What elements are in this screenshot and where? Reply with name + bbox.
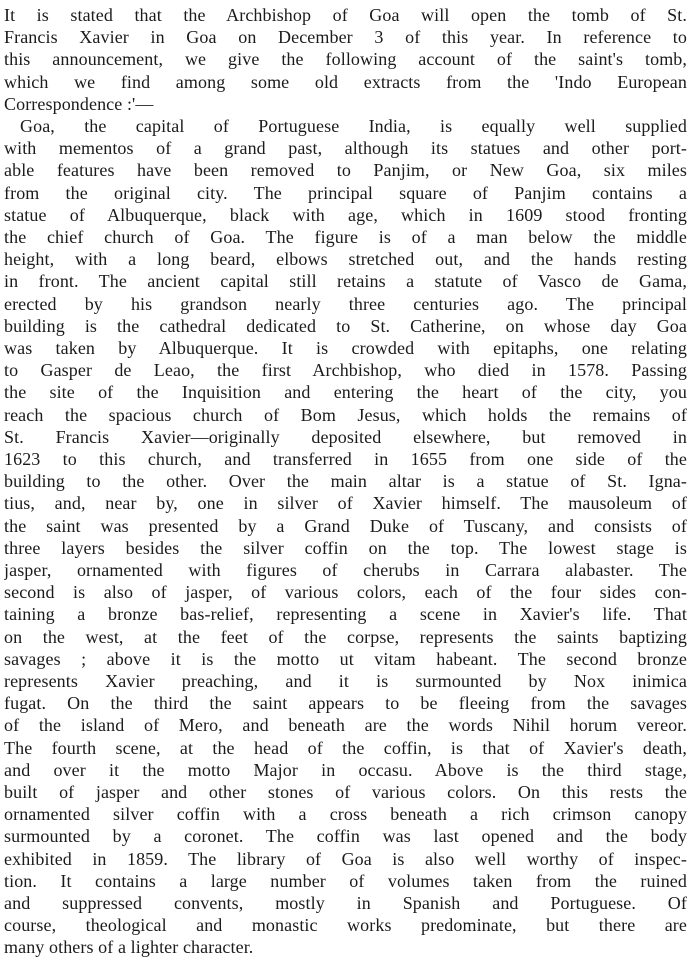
article-line: savages ; above it is the motto ut vitam habeant. The second bronze <box>4 648 687 669</box>
article-line: which we find among some old extracts from the 'Indo European <box>4 71 687 92</box>
article-line: and over it the motto Major in occasu. Above is the third stage, <box>4 759 687 780</box>
article-line: Correspondence :'— <box>4 93 154 114</box>
article-line: exhibited in 1859. The library of Goa is also well worthy of inspec- <box>4 848 687 869</box>
article-line: to Gasper de Leao, the first Archbishop, who died in 1578. Passing <box>4 360 687 381</box>
article-line: this announcement, we give the following account of the saint's tomb, <box>4 49 687 70</box>
article-line: Francis Xavier in Goa on December 3 of this year. In reference to <box>4 27 687 48</box>
article-line: erected by his grandson nearly three centuries ago. The principal <box>4 293 687 314</box>
article-line: tius, and, near by, one in silver of Xavier himself. The mausoleum of <box>4 493 687 514</box>
article-first-line: It is stated that the Archbishop of Goa will open the tomb of St. <box>4 5 687 25</box>
article-line: surmounted by a coronet. The coffin was last opened and the body <box>4 826 687 847</box>
article-line: 1623 to this church, and transferred in 1655 from one side of the <box>4 449 687 469</box>
article-line: was taken by Albuquerque. It is crowded with epitaphs, one relating <box>4 338 687 358</box>
article-line: of the island of Mero, and beneath are the words Nihil horum vereor. <box>4 715 687 736</box>
article-line: and suppressed convents, mostly in Spanish and Portuguese. Of <box>4 893 687 913</box>
article-line: course, theological and monastic works predominate, but there are <box>4 915 687 936</box>
article-line: the site of the Inquisition and entering the heart of the city, you <box>4 382 687 403</box>
article-line: from the original city. The principal square of Panjim contains a <box>4 182 687 203</box>
article-line: able features have been removed to Panjim, or New Goa, six miles <box>4 160 687 181</box>
article-line: ornamented silver coffin with a cross beneath a rich crimson canopy <box>4 804 687 825</box>
article-line: many others of a lighter character. <box>4 937 254 958</box>
article-line: in front. The ancient capital still retains a statute of Vasco de Gama, <box>4 271 687 292</box>
article-line: represents Xavier preaching, and it is surmounted by Nox inimica <box>4 671 687 691</box>
article-line: taining a bronze bas-relief, representing a scene in Xavier's life. That <box>4 604 687 625</box>
article-line: second is also of jasper, of various colors, each of the four sides con- <box>4 582 687 603</box>
article-line: height, with a long beard, elbows stretched out, and the hands resting <box>4 249 687 270</box>
article-line: The fourth scene, at the head of the coffin, is that of Xavier's death, <box>4 737 687 758</box>
article-line: tion. It contains a large number of volumes taken from the ruined <box>4 870 687 891</box>
article-line: three layers besides the silver coffin on the top. The lowest stage is <box>4 537 687 558</box>
article-line: building to the other. Over the main altar is a statue of St. Igna- <box>4 471 687 492</box>
article-line: Goa, the capital of Portuguese India, is equally well supplied <box>20 116 687 136</box>
article-line: with mementos of a grand past, although its statues and other port- <box>4 138 687 159</box>
article-line: St. Francis Xavier—originally deposited elsewhere, but removed in <box>4 426 687 447</box>
article-line: built of jasper and other stones of various colors. On this rests the <box>4 782 687 802</box>
article-line: statue of Albuquerque, black with age, which in 1609 stood fronting <box>4 204 687 225</box>
article-line: building is the cathedral dedicated to St. Catherine, on whose day Goa <box>4 315 687 336</box>
article-line: on the west, at the feet of the corpse, represents the saints baptizing <box>4 626 687 647</box>
article-line: reach the spacious church of Bom Jesus, which holds the remains of <box>4 404 687 425</box>
article-line: the saint was presented by a Grand Duke of Tuscany, and consists of <box>4 515 687 536</box>
article-line: the chief church of Goa. The figure is of a man below the middle <box>4 227 687 247</box>
article-line: jasper, ornamented with figures of cherubs in Carrara alabaster. The <box>4 560 687 580</box>
article-line: fugat. On the third the saint appears to be fleeing from the savages <box>4 693 687 714</box>
